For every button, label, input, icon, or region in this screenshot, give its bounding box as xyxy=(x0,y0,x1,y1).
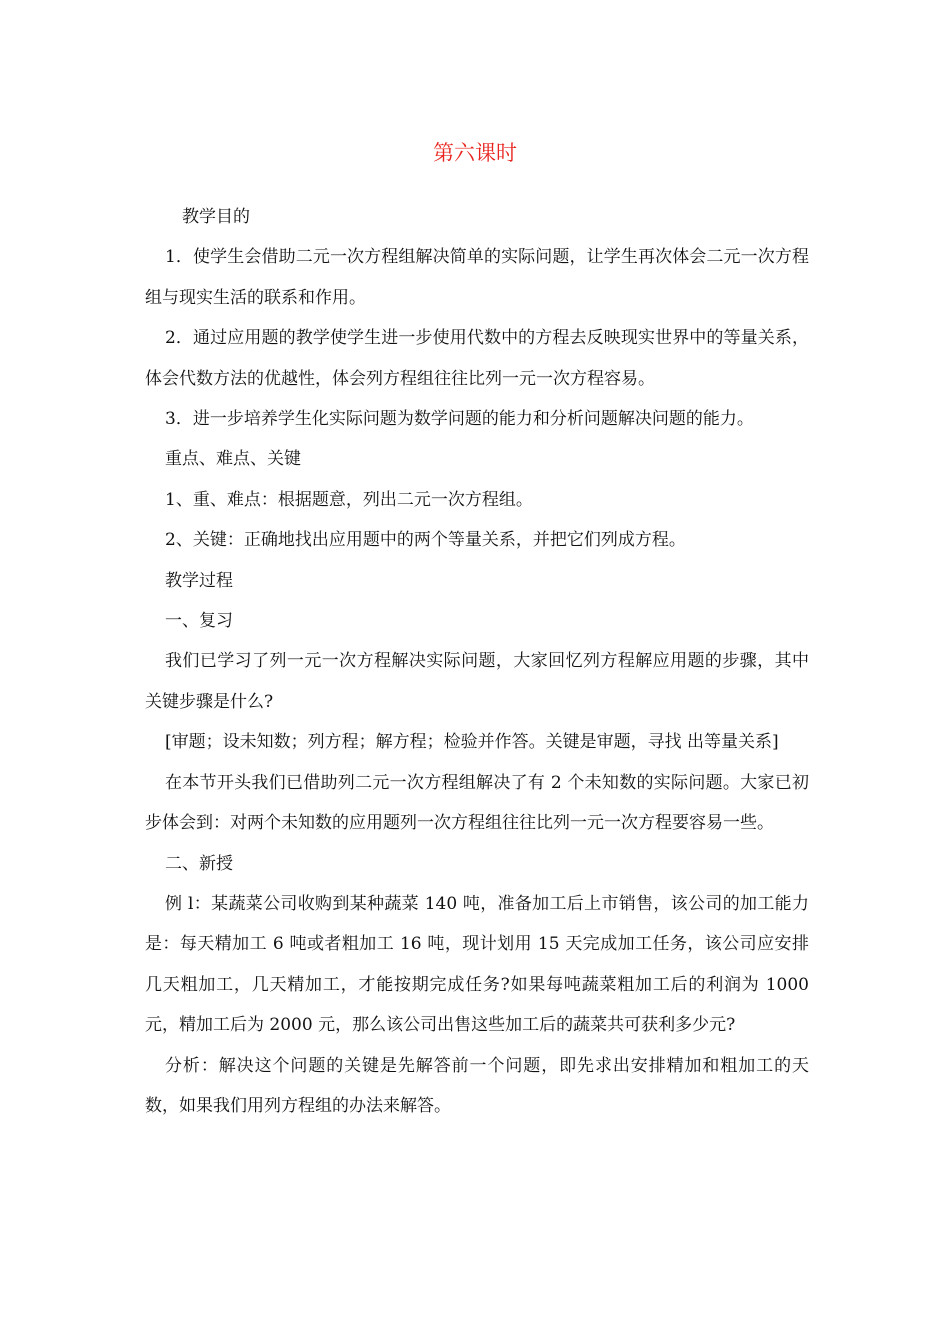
paragraph-goal-2: 2．通过应用题的教学使学生进一步使用代数中的方程去反映现实世界中的等量关系，体会代数方法的优越性，体会列方程组往往比列一元一次方程容易。 xyxy=(145,328,809,389)
paragraph-key-points-heading: 重点、难点、关键 xyxy=(165,449,301,470)
paragraph-key-point-2: 2、关键：正确地找出应用题中的两个等量关系，并把它们列成方程。 xyxy=(165,530,686,551)
paragraph-key-point-1: 1、重、难点：根据题意，列出二元一次方程组。 xyxy=(165,489,533,510)
paragraph-goal-3: 3．进一步培养学生化实际问题为数学问题的能力和分析问题解决问题的能力。 xyxy=(165,409,754,430)
paragraph-process-heading: 教学过程 xyxy=(165,570,233,591)
page-title: 第六课时 xyxy=(433,141,517,165)
paragraph-analysis: 分析：解决这个问题的关键是先解答前一个问题，即先求出安排精加和粗加工的天数，如果我们用列方程组的办法来解答。 xyxy=(145,1055,809,1116)
paragraph-review-heading: 一、复习 xyxy=(165,611,233,632)
paragraph-new-lesson-heading: 二、新授 xyxy=(165,853,233,874)
document-body xyxy=(145,197,809,1126)
paragraph-review-summary: 在本节开头我们已借助列二元一次方程组解决了有 2 个未知数的实际问题。大家已初步体会到：对两个未知数的应用题列一次方程组往往比列一元一次方程要容易一些。 xyxy=(145,772,809,834)
paragraph-goal-1: 1．使学生会借助二元一次方程组解决简单的实际问题，让学生再次体会二元一次方程组与现实生活的联系和作用。 xyxy=(145,247,809,308)
paragraph-review-answer: [审题；设未知数；列方程；解方程；检验并作答。关键是审题，寻找 出等量关系] xyxy=(165,732,779,753)
paragraph-example-1: 例 l：某蔬菜公司收购到某种蔬菜 140 吨，准备加工后上市销售，该公司的加工能力是：每天精加工 6 吨或者粗加工 16 吨，现计划用 15 天完成加工任务，该公司应安排几天粗加工，几天精加工，才能按期完成任务?如果每吨蔬菜粗加工后的利润为 1000 元，精加工后为 2000 元，那么该公司出售这些加工后的蔬菜共可获利多少元? xyxy=(145,893,809,1036)
paragraph-review-question: 我们已学习了列一元一次方程解决实际问题，大家回忆列方程解应用题的步骤，其中关键步骤是什么? xyxy=(145,651,809,712)
paragraph-teaching-goals-heading: 教学目的 xyxy=(182,207,250,227)
